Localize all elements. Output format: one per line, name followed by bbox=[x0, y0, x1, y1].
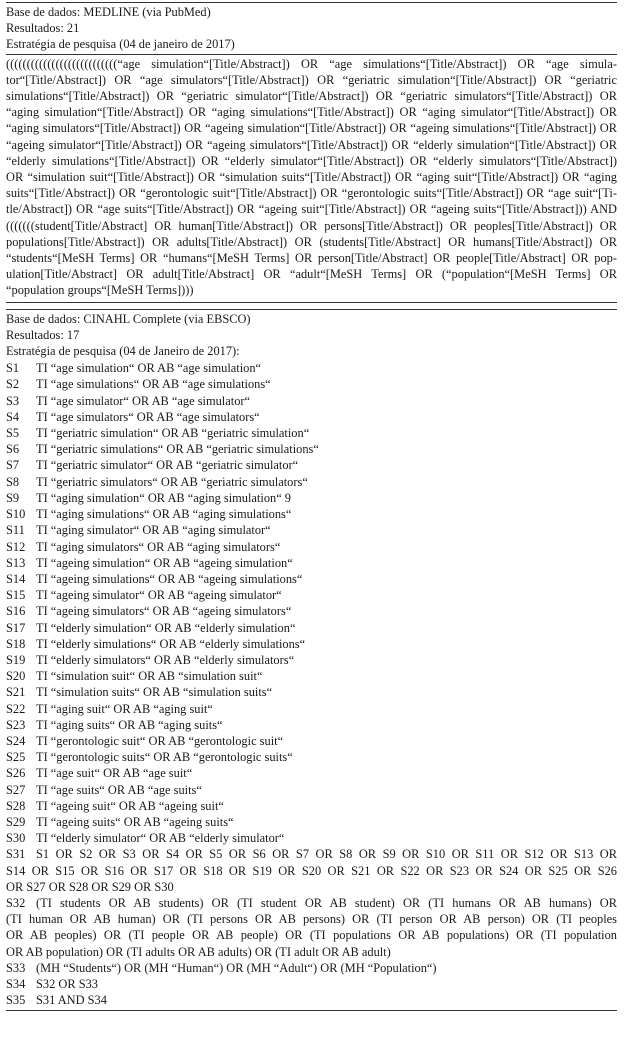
cinahl-step-s8 bbox=[6, 474, 617, 490]
cinahl-step-s10 bbox=[6, 506, 617, 522]
cinahl-step-s9 bbox=[6, 490, 617, 506]
cinahl-step-s34 bbox=[6, 976, 617, 992]
step-text: TI “ageing simulation“ OR AB “ageing simulation“ bbox=[36, 555, 293, 570]
step-id: S8 bbox=[6, 474, 20, 489]
step-text: TI “ageing simulator“ OR AB “ageing simulator“ bbox=[36, 588, 282, 603]
medline-query-line: ulation[Title/Abstract] OR adult[Title/Abstract] OR “adult“[MeSH Terms] OR (“population“[MeSH Terms] OR bbox=[6, 267, 617, 282]
cinahl-step-s11 bbox=[6, 522, 617, 538]
medline-query bbox=[6, 55, 617, 300]
step-text: (MH “Students“) OR (MH “Human“) OR (MH “Adult“) OR (MH “Population“) bbox=[36, 960, 437, 975]
step-id: S22 bbox=[6, 701, 26, 716]
step-text: TI “aging simulations“ OR AB “aging simulations“ bbox=[36, 507, 292, 522]
step-id: S19 bbox=[6, 652, 26, 667]
step-text-line: (TI human OR AB human) OR (TI persons OR AB persons) OR (TI person OR AB person) OR (TI peoples bbox=[6, 912, 617, 927]
step-id: S4 bbox=[6, 409, 20, 424]
step-id: S26 bbox=[6, 766, 26, 781]
step-text: TI “geriatric simulator“ OR AB “geriatric simulator“ bbox=[36, 458, 299, 473]
cinahl-step-s28 bbox=[6, 798, 617, 814]
cinahl-step-s12 bbox=[6, 539, 617, 555]
step-id: S17 bbox=[6, 620, 26, 635]
cinahl-header bbox=[6, 310, 617, 361]
cinahl-step-s1 bbox=[6, 360, 617, 376]
step-text: TI “geriatric simulators“ OR AB “geriatric simulators“ bbox=[36, 474, 308, 489]
cinahl-step-s17 bbox=[6, 620, 617, 636]
medline-header bbox=[6, 3, 617, 54]
cinahl-step-s14 bbox=[6, 571, 617, 587]
step-text-line: OR AB population) OR (TI adults OR AB adults) OR (TI adult OR AB adult) bbox=[6, 944, 391, 959]
cinahl-step-s35 bbox=[6, 992, 617, 1008]
step-text: TI “ageing simulations“ OR AB “ageing simulations“ bbox=[36, 571, 303, 586]
cinahl-step-s29 bbox=[6, 814, 617, 830]
cinahl-results: Resultados: 17 bbox=[6, 327, 80, 342]
step-text: TI “aging suit“ OR AB “aging suit“ bbox=[36, 701, 213, 716]
step-text: TI “ageing suit“ OR AB “ageing suit“ bbox=[36, 798, 224, 813]
step-text: TI “geriatric simulations“ OR AB “geriatric simulations“ bbox=[36, 442, 319, 457]
medline-query-line: tor“[Title/Abstract]) OR “age simulators“[Title/Abstract]) OR “geriatric simulation“[Title/Abstract]) OR “geriatric bbox=[6, 72, 617, 87]
step-text: TI “ageing suits“ OR AB “ageing suits“ bbox=[36, 814, 234, 829]
step-text: TI “elderly simulators“ OR AB “elderly simulators“ bbox=[36, 652, 295, 667]
cinahl-tail-steps bbox=[6, 960, 617, 1009]
step-id: S3 bbox=[6, 393, 20, 408]
cinahl-step-s19 bbox=[6, 652, 617, 668]
cinahl-step-s20 bbox=[6, 668, 617, 684]
step-text-line: S1 OR S2 OR S3 OR S4 OR S5 OR S6 OR S7 OR S8 OR S9 OR S10 OR S11 OR S12 OR S13 OR bbox=[36, 847, 617, 862]
medline-results: Resultados: 21 bbox=[6, 21, 80, 36]
step-id: S13 bbox=[6, 555, 26, 570]
cinahl-step-s22 bbox=[6, 701, 617, 717]
step-id: S35 bbox=[6, 993, 26, 1008]
step-id: S16 bbox=[6, 604, 26, 619]
step-text: TI “age simulation“ OR AB “age simulation“ bbox=[36, 361, 262, 376]
bottom-rule bbox=[6, 1010, 617, 1011]
step-id: S2 bbox=[6, 377, 20, 392]
cinahl-step-s25 bbox=[6, 749, 617, 765]
cinahl-step-s13 bbox=[6, 555, 617, 571]
medline-query-line: “students“[MeSH Terms] OR “humans“[MeSH Terms] OR person[Title/Abstract] OR people[Title/Abstract] OR pop- bbox=[6, 251, 617, 266]
step-id: S7 bbox=[6, 458, 20, 473]
medline-query-line: “ageing simulator“[Title/Abstract]) OR “ageing simulators“[Title/Abstract]) OR “elderly simulation“[Title/Abstract]) OR bbox=[6, 137, 617, 152]
medline-query-line: tle/Abstract]) OR “age suits“[Title/Abstract]) OR “ageing suit“[Title/Abstract]) OR “ageing suits“[Title/Abstract])) AND bbox=[6, 202, 617, 217]
medline-query-text bbox=[6, 56, 617, 299]
cinahl-step-s3 bbox=[6, 393, 617, 409]
cinahl-step-s32 bbox=[6, 895, 617, 960]
step-id: S33 bbox=[6, 960, 26, 975]
step-id: S6 bbox=[6, 442, 20, 457]
step-text: TI “gerontologic suit“ OR AB “gerontologic suit“ bbox=[36, 733, 284, 748]
medline-query-line: populations[Title/Abstract]) OR adults[Title/Abstract]) OR (students[Title/Abstract] OR humans[Title/Abstract]) OR bbox=[6, 234, 617, 249]
medline-query-line: simulations“[Title/Abstract]) OR “geriatric simulator“[Title/Abstract]) OR “geriatric simulators“[Title/Abstract]) OR bbox=[6, 89, 617, 104]
step-text: TI “ageing simulators“ OR AB “ageing simulators“ bbox=[36, 604, 292, 619]
step-id: S24 bbox=[6, 733, 26, 748]
step-id: S23 bbox=[6, 717, 26, 732]
step-id: S1 bbox=[6, 361, 20, 376]
medline-query-line: (((((((student[Title/Abstract] OR human[Title/Abstract]) OR persons[Title/Abstract]) OR peoples[Title/Abstract]) OR bbox=[6, 218, 617, 233]
step-id: S21 bbox=[6, 685, 26, 700]
step-id: S34 bbox=[6, 976, 26, 991]
step-id: S30 bbox=[6, 831, 26, 846]
step-text: TI “elderly simulation“ OR AB “elderly simulation“ bbox=[36, 620, 296, 635]
step-text: TI “aging suits“ OR AB “aging suits“ bbox=[36, 717, 223, 732]
step-text: TI “age simulations“ OR AB “age simulations“ bbox=[36, 377, 271, 392]
step-text: S31 AND S34 bbox=[36, 993, 107, 1008]
cinahl-step-s24 bbox=[6, 733, 617, 749]
step-text: TI “elderly simulations“ OR AB “elderly simulations“ bbox=[36, 636, 306, 651]
step-text: TI “aging simulation“ OR AB “aging simulation“ 9 bbox=[36, 490, 291, 505]
cinahl-step-s15 bbox=[6, 587, 617, 603]
cinahl-step-s2 bbox=[6, 376, 617, 392]
medline-database: Base de dados: MEDLINE (via PubMed) bbox=[6, 5, 211, 19]
step-id: S10 bbox=[6, 507, 26, 522]
cinahl-step-s33 bbox=[6, 960, 617, 976]
step-text: TI “gerontologic suits“ OR AB “gerontologic suits“ bbox=[36, 750, 293, 765]
step-id: S27 bbox=[6, 782, 26, 797]
medline-query-line: “aging simulation“[Title/Abstract]) OR “aging simulations“[Title/Abstract]) OR “aging simulator“[Title/Abstract]) OR bbox=[6, 105, 617, 120]
cinahl-step-s23 bbox=[6, 717, 617, 733]
cinahl-step-s26 bbox=[6, 765, 617, 781]
step-text: TI “age suits“ OR AB “age suits“ bbox=[36, 782, 202, 797]
step-text-line: (TI students OR AB students) OR (TI student OR AB student) OR (TI humans OR AB humans) OR bbox=[36, 895, 617, 910]
step-id: S32 bbox=[6, 895, 26, 910]
medline-query-line: OR “simulation suit“[Title/Abstract]) OR “simulation suits“[Title/Abstract]) OR “aging suit“[Title/Abstract]) OR “aging bbox=[6, 170, 617, 185]
step-id: S20 bbox=[6, 669, 26, 684]
step-id: S12 bbox=[6, 539, 26, 554]
cinahl-step-s27 bbox=[6, 782, 617, 798]
step-id: S14 bbox=[6, 571, 26, 586]
step-id: S5 bbox=[6, 426, 20, 441]
cinahl-step-s4 bbox=[6, 409, 617, 425]
step-text: S32 OR S33 bbox=[36, 976, 98, 991]
cinahl-steps bbox=[6, 360, 617, 846]
step-text: TI “elderly simulator“ OR AB “elderly simulator“ bbox=[36, 831, 285, 846]
cinahl-step-s21 bbox=[6, 684, 617, 700]
cinahl-step-s31 bbox=[6, 846, 617, 895]
step-id: S9 bbox=[6, 490, 20, 505]
step-text: TI “simulation suit“ OR AB “simulation suit“ bbox=[36, 669, 263, 684]
medline-query-line: suits“[Title/Abstract]) OR “gerontologic suit“[Title/Abstract]) OR “gerontologic suits“[Title/Abstract]) OR “age suit“[Ti- bbox=[6, 186, 617, 201]
medline-strategy-label: Estratégia de pesquisa (04 de janeiro de 2017) bbox=[6, 37, 235, 52]
step-id: S29 bbox=[6, 814, 26, 829]
cinahl-step-s30 bbox=[6, 830, 617, 846]
cinahl-step-s16 bbox=[6, 603, 617, 619]
step-text: TI “geriatric simulation“ OR AB “geriatric simulation“ bbox=[36, 426, 310, 441]
medline-query-line: “aging simulators“[Title/Abstract]) OR “ageing simulation“[Title/Abstract]) OR “ageing simulations“[Title/Abstract]) OR bbox=[6, 121, 617, 136]
step-id: S31 bbox=[6, 847, 26, 862]
cinahl-step-s6 bbox=[6, 441, 617, 457]
medline-query-line: “population groups“[MeSH Terms]))) bbox=[6, 283, 194, 298]
step-text-line: S14 OR S15 OR S16 OR S17 OR S18 OR S19 OR S20 OR S21 OR S22 OR S23 OR S24 OR S25 OR S26 bbox=[6, 863, 617, 878]
cinahl-step-s7 bbox=[6, 457, 617, 473]
step-text: TI “age suit“ OR AB “age suit“ bbox=[36, 766, 193, 781]
step-text-line: OR S27 OR S28 OR S29 OR S30 bbox=[6, 879, 174, 894]
step-text: TI “age simulators“ OR AB “age simulators“ bbox=[36, 409, 260, 424]
step-text: TI “aging simulators“ OR AB “aging simulators“ bbox=[36, 539, 281, 554]
cinahl-step-s18 bbox=[6, 636, 617, 652]
medline-query-line: (((((((((((((((((((((((((((“age simulation“[Title/Abstract]) OR “age simulations“[Title/Abstract]) OR “age simula- bbox=[6, 56, 617, 71]
step-text: TI “aging simulator“ OR AB “aging simulator“ bbox=[36, 523, 271, 538]
cinahl-database: Base de dados: CINAHL Complete (via EBSCO) bbox=[6, 311, 251, 326]
step-id: S25 bbox=[6, 750, 26, 765]
step-text-line: OR AB peoples) OR (TI people OR AB people) OR (TI populations OR AB populations) OR (TI population bbox=[6, 928, 617, 943]
search-strategy-document bbox=[6, 0, 617, 1011]
cinahl-step-s5 bbox=[6, 425, 617, 441]
step-id: S15 bbox=[6, 588, 26, 603]
step-id: S11 bbox=[6, 523, 25, 538]
step-id: S28 bbox=[6, 798, 26, 813]
step-text: TI “simulation suits“ OR AB “simulation suits“ bbox=[36, 685, 273, 700]
step-text: TI “age simulator“ OR AB “age simulator“ bbox=[36, 393, 251, 408]
step-id: S18 bbox=[6, 636, 26, 651]
medline-query-line: “elderly simulations“[Title/Abstract]) OR “elderly simulator“[Title/Abstract]) OR “elderly simulators“[Title/Abstract]) bbox=[6, 153, 617, 168]
cinahl-strategy-label: Estratégia de pesquisa (04 de Janeiro de 2017): bbox=[6, 344, 240, 359]
